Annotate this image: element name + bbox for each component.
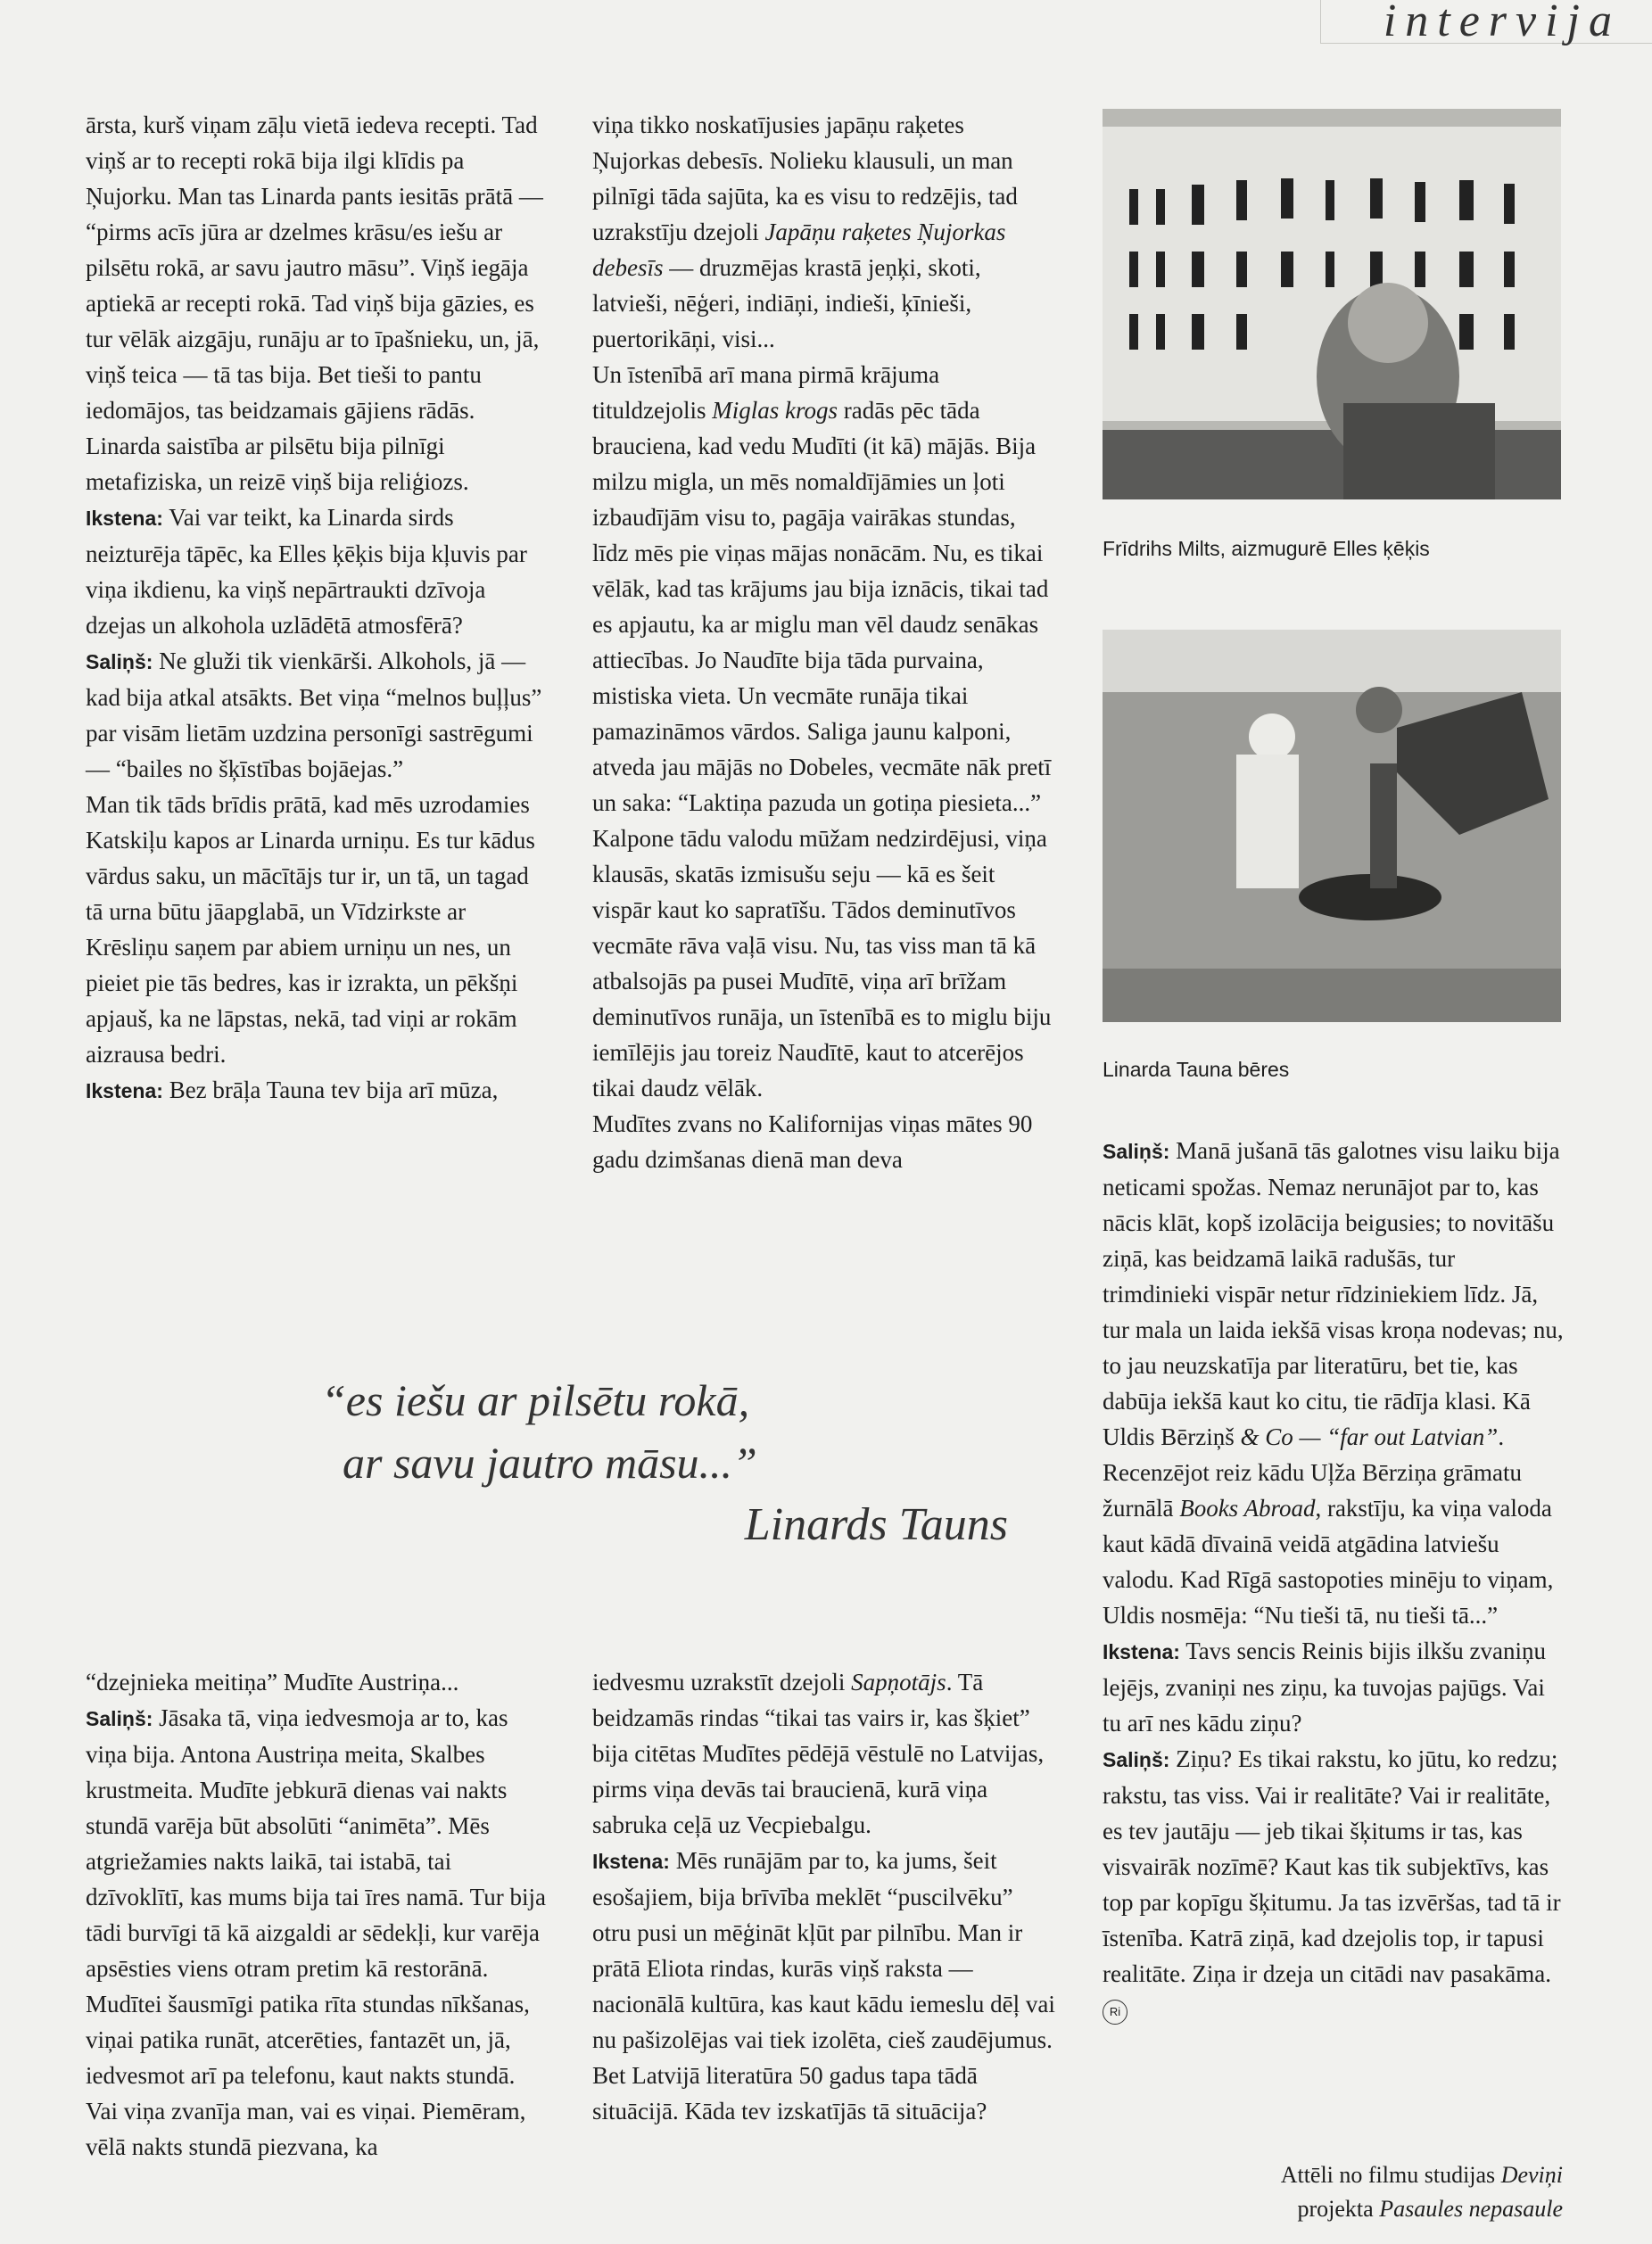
column-right: [1103, 1133, 1566, 2027]
paragraph: Saliņš: Jāsaka tā, viņa iedvesmoja ar to, kas viņa bija. Antona Austriņa meita, Skalbes krustmeita. Mudīte jebkurā dienas vai nakts stundā varēja būt absolūti “animēta”. Mēs atgriežamies nakts laikā, tai istabā, tai dzīvoklītī, kas mums bija tai īres namā. Tur bija tādi burvīgi tā kā aizgaldi ar sēdekļi, kur varēja apsēsties viens otram pretim kā restorānā. Mudītei šausmīgi patika rīta stundas nīkšanas, viņai patika runāt, atcerēties, fantazēt un, jā, iedvesmot arī pa telefonu, kaut nakts stundā. Vai viņa zvanīja man, vai es viņai. Piemēram, vēlā nakts stundā piezvana, ka: [86, 1704, 546, 2160]
photo-funeral: [1103, 630, 1561, 1022]
paragraph: Saliņš: Ziņu? Es tikai rakstu, ko jūtu, ko redzu; rakstu, tas viss. Vai ir realitāte? Vai ir realitāte, es tev jautāju — jeb tikai šķitums ir tas, kas visvairāk nozīmē? Kaut kas tik subjektīvs, kas top par kopīgu šķitumu. Ja tas izvēršas, tad tā ir īstenība. Katrā ziņā, kad dzejolis top, ir tapusi realitāte. Ziņa ir dzeja un citādi nav pasakāma. Ri: [1103, 1741, 1566, 2027]
speaker-label: Ikstena:: [1103, 1640, 1180, 1663]
speaker-label: Ikstena:: [592, 1850, 670, 1873]
paragraph: Un īstenībā arī mana pirmā krājuma tituldzejolis Miglas krogs radās pēc tāda brauciena, kad vedu Mudīti (it kā) mājās. Bija milzu migla, un mēs nomaldījāmies un ļoti izbaudījām visu to, pagāja vairākas stundas, līdz mēs pie viņas mājas nonācām. Nu, es tikai vēlāk, kad tas krājums jau bija iznācis, tikai tad es apjautu, ka ar miglu man vēl daudz senākas attiecības. Jo Naudīte bija tāda purvaina, mistiska vieta. Un vecmāte runāja tikai pamazināmos vārdos. Saliga jaunu kalponi, atveda jau mājās no Dobeles, vecmāte nāk pretī un saka: “Laktiņa pazuda un gotiņa piesieta...” Kalpone tādu valodu mūžam nedzirdējusi, viņa klausās, skatās izmisušu seju — kā es šeit vispār kaut ko sapratīšu. Tādos deminutīvos vecmāte rāva vaļā visu. Nu, tas viss man tā kā atbalsojās pa pusei Mudītē, viņa arī brīžam deminutīvos runāja, un īstenībā es to miglu biju iemīlējis jau toreiz Naudītē, kaut to atcerējos tikai daudz vēlāk.: [592, 361, 1052, 1101]
paragraph: ārsta, kurš viņam zāļu vietā iedeva recepti. Tad viņš ar to recepti rokā bija ilgi klīdis pa Ņujorku. Man tas Linarda pants iesitās prātā — “pirms acīs jūra ar dzelmes krāsu/es iešu ar pilsētu rokā, ar savu jautro māsu”. Viņš iegāja aptiekā ar recepti rokā. Tad viņš bija gāzies, es tur vēlāk aizgāju, runāju ar to īpašnieku, un, jā, viņš teica — tā tas bija. Bet tieši to pantu iedomājos, tas beidzamais gājiens rādās. Linarda saistība ar pilsētu bija pilnīgi metafiziska, un reizē viņš bija reliģiozs.: [86, 111, 543, 495]
paragraph: Saliņš: Manā jušanā tās galotnes visu laiku bija neticami spožas. Nemaz nerunājot par to, kas nācis klāt, kopš izolācija beigusies; to novitāšu ziņā, kas beidzamā laikā radušās, tur trimdinieki vispār netur rīdziniekiem līdz. Jā, tur mala un laida iekšā visas kroņa nodevas; nu, to jau neuzskatīja par literatūru, bet tie, kas dabūja iekšā kaut ko citu, tie rādīja klasi. Kā Uldis Bērziņš & Co — “far out Latvian”. Recenzējot reiz kādu Uļža Bērziņa grāmatu žurnālā Books Abroad, rakstīju, ka viņa valoda kaut kādā dīvainā veidā atgādina latviešu valodu. Kad Rīgā sastopoties minēju to viņam, Uldis nosmēja: “Nu tieši tā, nu tieši tā...”: [1103, 1137, 1564, 1629]
paragraph: Saliņš: Ne gluži tik vienkārši. Alkohols, jā — kad bija atkal atsākts. Bet viņa “melnos buļļus” par visām lietām uzdzina personīgi sastrēgumi — “bailes no šķīstības bojāejas.”: [86, 648, 542, 782]
speaker-label: Saliņš:: [86, 1707, 153, 1730]
speaker-label: Saliņš:: [1103, 1748, 1170, 1771]
paragraph: iedvesmu uzrakstīt dzejoli Sapņotājs. Tā beidzamās rindas “tikai tas vairs ir, kas šķiet” bija citētas Mudītes pēdējā vēstulē no Latvijas, pirms viņa devās tai braucienā, kurā viņa sabruka ceļā uz Vecpiebalgu.: [592, 1669, 1045, 1838]
section-header: [1320, 0, 1652, 44]
paragraph: Ikstena: Mēs runājām par to, ka jums, šeit esošajiem, bija brīvība meklēt “puscilvēku” otru pusi un mēģināt kļūt par pilnību. Man ir prātā Eliota rindas, kurās viņš raksta — nacionālā kultūra, kas kaut kādu iemeslu dēļ vai nu pašizolējas vai tiek izolēta, cieš zaudējumus. Bet Latvijā literatūra 50 gadus tapa tādā situācijā. Kāda tev izskatījās tā situācija?: [592, 1847, 1055, 2124]
pull-quote-author: Linards Tauns: [744, 1499, 1008, 1550]
column-bottom-1: [86, 1664, 549, 2165]
photo-caption-1: Frīdrihs Milts, aizmugurē Elles ķēķis: [1103, 537, 1430, 560]
paragraph: Ikstena: Tavs sencis Reinis bijis ilkšu zvaniņu lejējs, zvaniņi nes ziņu, ka tuvojas pajūgs. Vai tu arī nes kādu ziņu?: [1103, 1638, 1547, 1737]
speaker-label: Saliņš:: [1103, 1140, 1170, 1163]
speaker-label: Ikstena:: [86, 507, 163, 530]
photo-credits: Attēli no filmu studijas Deviņi projekta Pasaules nepasaule: [1280, 2162, 1563, 2222]
section-label: intervija: [1383, 0, 1621, 46]
column-bottom-2: [592, 1664, 1056, 2129]
column-top-1: [86, 107, 549, 1109]
paragraph: viņa tikko noskatījusies japāņu raķetes Ņujorkas debesīs. Nolieku klausuli, un man pilnīgi tāda sajūta, ka es visu to redzējis, tad uzrakstīju dzejoli Japāņu raķetes Ņujorkas debesīs — druzmējas krastā jeņķi, skoti, latvieši, nēģeri, indiāņi, indieši, ķīnieši, puertorikāņi, visi...: [592, 111, 1018, 352]
end-mark-icon: Ri: [1103, 2000, 1127, 2025]
speaker-label: Ikstena:: [86, 1079, 163, 1102]
column-top-2: [592, 107, 1056, 1177]
photo-caption-2: Linarda Tauna bēres: [1103, 1058, 1290, 1081]
paragraph: Mudītes zvans no Kalifornijas viņas mātes 90 gadu dzimšanas dienā man deva: [592, 1110, 1033, 1173]
paragraph: Man tik tāds brīdis prātā, kad mēs uzrodamies Katskiļu kapos ar Linarda urniņu. Es tur kādus vārdus saku, un mācītājs tur ir, un tā, un tagad tā urna būtu jāapglabā, un Vīdzirkste ar Krēsliņu saņem par abiem urniņu un nes, un pieiet pie tās bedres, kas ir izrakta, un pēkšņi apjauš, ka ne lāpstas, nekā, tad viņi ar rokām aizrausa bedri.: [86, 791, 535, 1068]
paragraph: Ikstena: Vai var teikt, ka Linarda sirds neizturēja tāpēc, ka Elles ķēķis bija kļuvis par viņa ikdienu, ka viņš nepārtraukti dzīvoja dzejas un alkohola uzlādētā atmosfērā?: [86, 504, 527, 639]
speaker-label: Saliņš:: [86, 650, 153, 673]
pull-quote: [321, 1369, 1035, 1556]
paragraph: “dzejnieka meitiņa” Mudīte Austriņa...: [86, 1669, 459, 1695]
pull-quote-line-2: ar savu jautro māsu...”: [343, 1438, 757, 1488]
paragraph: Ikstena: Bez brāļa Tauna tev bija arī mūza,: [86, 1077, 499, 1103]
pull-quote-line-1: “es iešu ar pilsētu rokā,: [321, 1375, 750, 1425]
photo-fridrihs-milts: [1103, 109, 1561, 499]
